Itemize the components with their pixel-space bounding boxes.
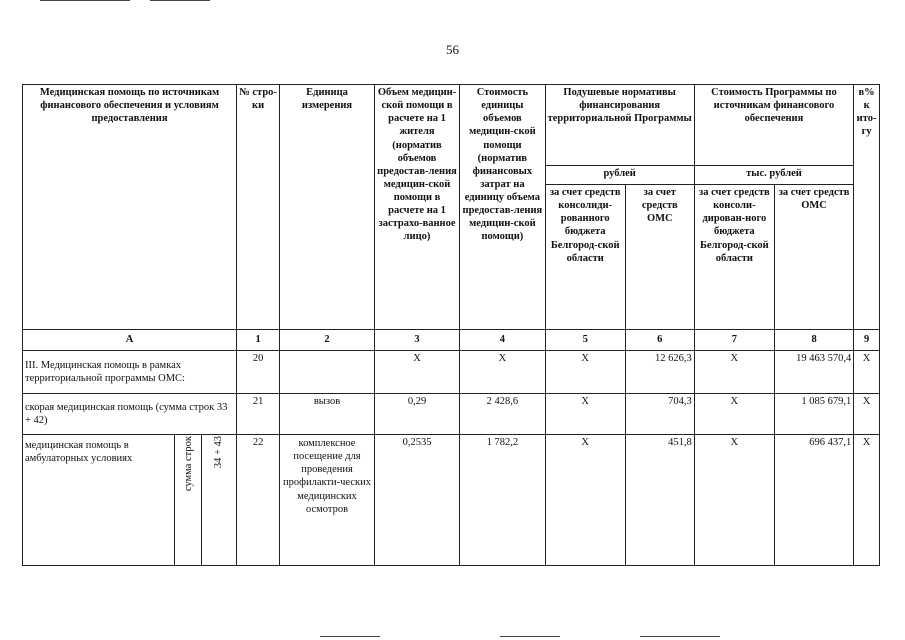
row-volume: Х xyxy=(374,351,459,394)
header-col-8: за счет средств ОМС xyxy=(774,185,853,330)
row-budget-total: Х xyxy=(694,351,774,394)
header-col-3: Объем медицин-ской помощи в расчете на 1 жителя (норматив объемов предостав-ления медицин-ской помощи в расчете на 1 застрахо-ванное лицо) xyxy=(374,85,459,330)
page-number: 56 xyxy=(446,42,459,57)
row-cost: 1 782,2 xyxy=(460,435,545,566)
row-oms-total: 696 437,1 xyxy=(774,435,853,566)
financing-table xyxy=(22,84,880,566)
header-unit-trub: тыс. рублей xyxy=(694,166,853,185)
row-oms-norm: 451,8 xyxy=(625,435,694,566)
index-cell-8: 8 xyxy=(774,330,853,351)
row-oms-total: 19 463 570,4 xyxy=(774,351,853,394)
index-cell-4: 4 xyxy=(460,330,545,351)
header-col-9: в% к ито-гу xyxy=(854,85,880,330)
row-percent: Х xyxy=(854,394,880,435)
row-line-number: 22 xyxy=(236,435,279,566)
row-sum-rows-text: 34 + 43 xyxy=(213,436,225,469)
row-budget-norm: Х xyxy=(545,351,625,394)
row-volume: 0,2535 xyxy=(374,435,459,566)
header-col-56: Подушевые нормативы финансирования территориальной Программы xyxy=(545,85,694,166)
row-oms-norm: 12 626,3 xyxy=(625,351,694,394)
row-line-number: 20 xyxy=(236,351,279,394)
table-row xyxy=(23,394,880,435)
bottom-scan-line-right xyxy=(640,636,720,637)
row-line-number: 21 xyxy=(236,394,279,435)
index-cell-6: 6 xyxy=(625,330,694,351)
index-cell-2: 2 xyxy=(280,330,375,351)
row-unit: комплексное посещение для проведения профилакти-ческих медицинских осмотров xyxy=(280,435,375,566)
table-row xyxy=(23,435,880,566)
column-index-row xyxy=(23,330,880,351)
row-volume: 0,29 xyxy=(374,394,459,435)
table-row xyxy=(23,351,880,394)
row-unit: вызов xyxy=(280,394,375,435)
header-col-1: № стро-ки xyxy=(236,85,279,330)
row-percent: Х xyxy=(854,351,880,394)
row-sum-label xyxy=(175,435,202,566)
index-cell-1: 1 xyxy=(236,330,279,351)
row-unit xyxy=(280,351,375,394)
bottom-scan-line-left xyxy=(320,636,380,637)
header-col-4: Стоимость единицы объемов медицин-ской помощи (норматив финансовых затрат на единицу объема предостав-ления медицин-ской помощи) xyxy=(460,85,545,330)
row-name: III. Медицинская помощь в рамках территориальной программы ОМС: xyxy=(23,351,237,394)
index-cell-7: 7 xyxy=(694,330,774,351)
row-budget-total: Х xyxy=(694,394,774,435)
header-col-7: за счет средств консоли-дирован-ного бюджета Белгород-ской области xyxy=(694,185,774,330)
top-scan-line-left xyxy=(40,0,130,1)
row-sum-label-text: сумма строк xyxy=(182,436,194,492)
header-col-5: за счет средств консолиди-рованного бюджета Белгород-ской области xyxy=(545,185,625,330)
index-cell-3: 3 xyxy=(374,330,459,351)
row-budget-total: Х xyxy=(694,435,774,566)
row-sum-rows xyxy=(201,435,236,566)
row-name: скорая медицинская помощь (сумма строк 33 + 42) xyxy=(23,394,237,435)
row-oms-norm: 704,3 xyxy=(625,394,694,435)
header-col-78: Стоимость Программы по источникам финансового обеспечения xyxy=(694,85,853,166)
row-oms-total: 1 085 679,1 xyxy=(774,394,853,435)
row-cost: 2 428,6 xyxy=(460,394,545,435)
row-cost: Х xyxy=(460,351,545,394)
top-scan-line-mid xyxy=(150,0,210,1)
row-budget-norm: Х xyxy=(545,435,625,566)
row-budget-norm: Х xyxy=(545,394,625,435)
header-col-a: Медицинская помощь по источникам финансового обеспечения и условиям предоставления xyxy=(23,85,237,330)
index-cell-a: А xyxy=(23,330,237,351)
bottom-scan-line-mid xyxy=(500,636,560,637)
header-unit-rub: рублей xyxy=(545,166,694,185)
header-col-6: за счет средств ОМС xyxy=(625,185,694,330)
index-cell-5: 5 xyxy=(545,330,625,351)
row-percent: Х xyxy=(854,435,880,566)
row-name: медицинская помощь в амбулаторных условиях xyxy=(23,435,175,566)
header-row-1 xyxy=(23,85,880,166)
index-cell-9: 9 xyxy=(854,330,880,351)
header-col-2: Единица измерения xyxy=(280,85,375,330)
